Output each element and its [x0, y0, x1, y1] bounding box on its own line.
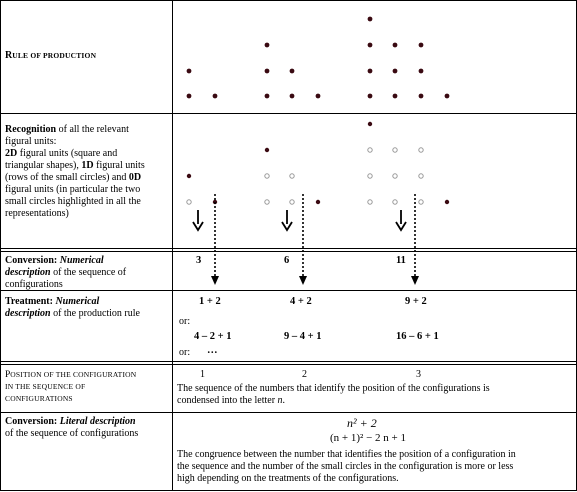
conversion-value-1: 3 — [196, 255, 202, 266]
treatment-alt-2: 9 – 4 + 1 — [284, 331, 322, 342]
dotted-arrows — [173, 190, 576, 290]
row-divider-4b — [0, 364, 577, 365]
row-divider-4a — [0, 361, 577, 362]
treatment-alt-1: 4 – 2 + 1 — [194, 331, 232, 342]
rule-of-production-label: RULE OF PRODUCTION — [5, 50, 97, 61]
conversion-value-2: 6 — [284, 255, 290, 266]
table-border-left — [0, 0, 1, 491]
treatment-sum-3: 9 + 2 — [405, 296, 427, 307]
formula-1: n² + 2 — [347, 416, 377, 430]
treatment-sum-1: 1 + 2 — [199, 296, 221, 307]
treatment-or-2: or: — [179, 347, 191, 358]
conversion-numerical-label: Conversion: Numerical description of the sequence of configurations — [5, 255, 127, 290]
position-number-3: 3 — [416, 369, 421, 380]
treatment-label: Treatment: Numerical description of the production rule — [5, 296, 140, 319]
treatment-or-1: or: — [179, 316, 191, 327]
recognition-description: Recognition of all the relevant figural units: 2D figural units (square and triangular shapes), 1D figural units (rows of the small circles) and 0D figural units (in particular the two small circles highlighted in all the representations) — [5, 124, 145, 219]
treatment-sum-2: 4 + 2 — [290, 296, 312, 307]
formula-2: (n + 1)² − 2 n + 1 — [330, 432, 406, 444]
conversion-literal-label: Conversion: Literal description of the sequence of configurations — [5, 416, 139, 439]
conversion-value-3: 11 — [396, 255, 406, 266]
row-divider-5 — [0, 412, 577, 413]
conversion-literal-text: The congruence between the number that identifies the position of a configuration in the sequence and the number of the small circles in the configuration is more or less high depending on the treatments of the configurations. — [177, 449, 516, 484]
table-border-bottom — [0, 490, 577, 491]
position-number-2: 2 — [302, 369, 307, 380]
position-number-1: 1 — [200, 369, 205, 380]
rule-of-production-dots — [173, 1, 576, 113]
position-text: The sequence of the numbers that identify the position of the configurations is condensed into the letter n. — [177, 383, 490, 406]
position-label: POSITION OF THE CONFIGURATION IN THE SEQUENCE OF CONFIGURATIONS — [5, 370, 137, 403]
treatment-ellipsis: … — [207, 345, 218, 356]
treatment-alt-3: 16 – 6 + 1 — [396, 331, 439, 342]
